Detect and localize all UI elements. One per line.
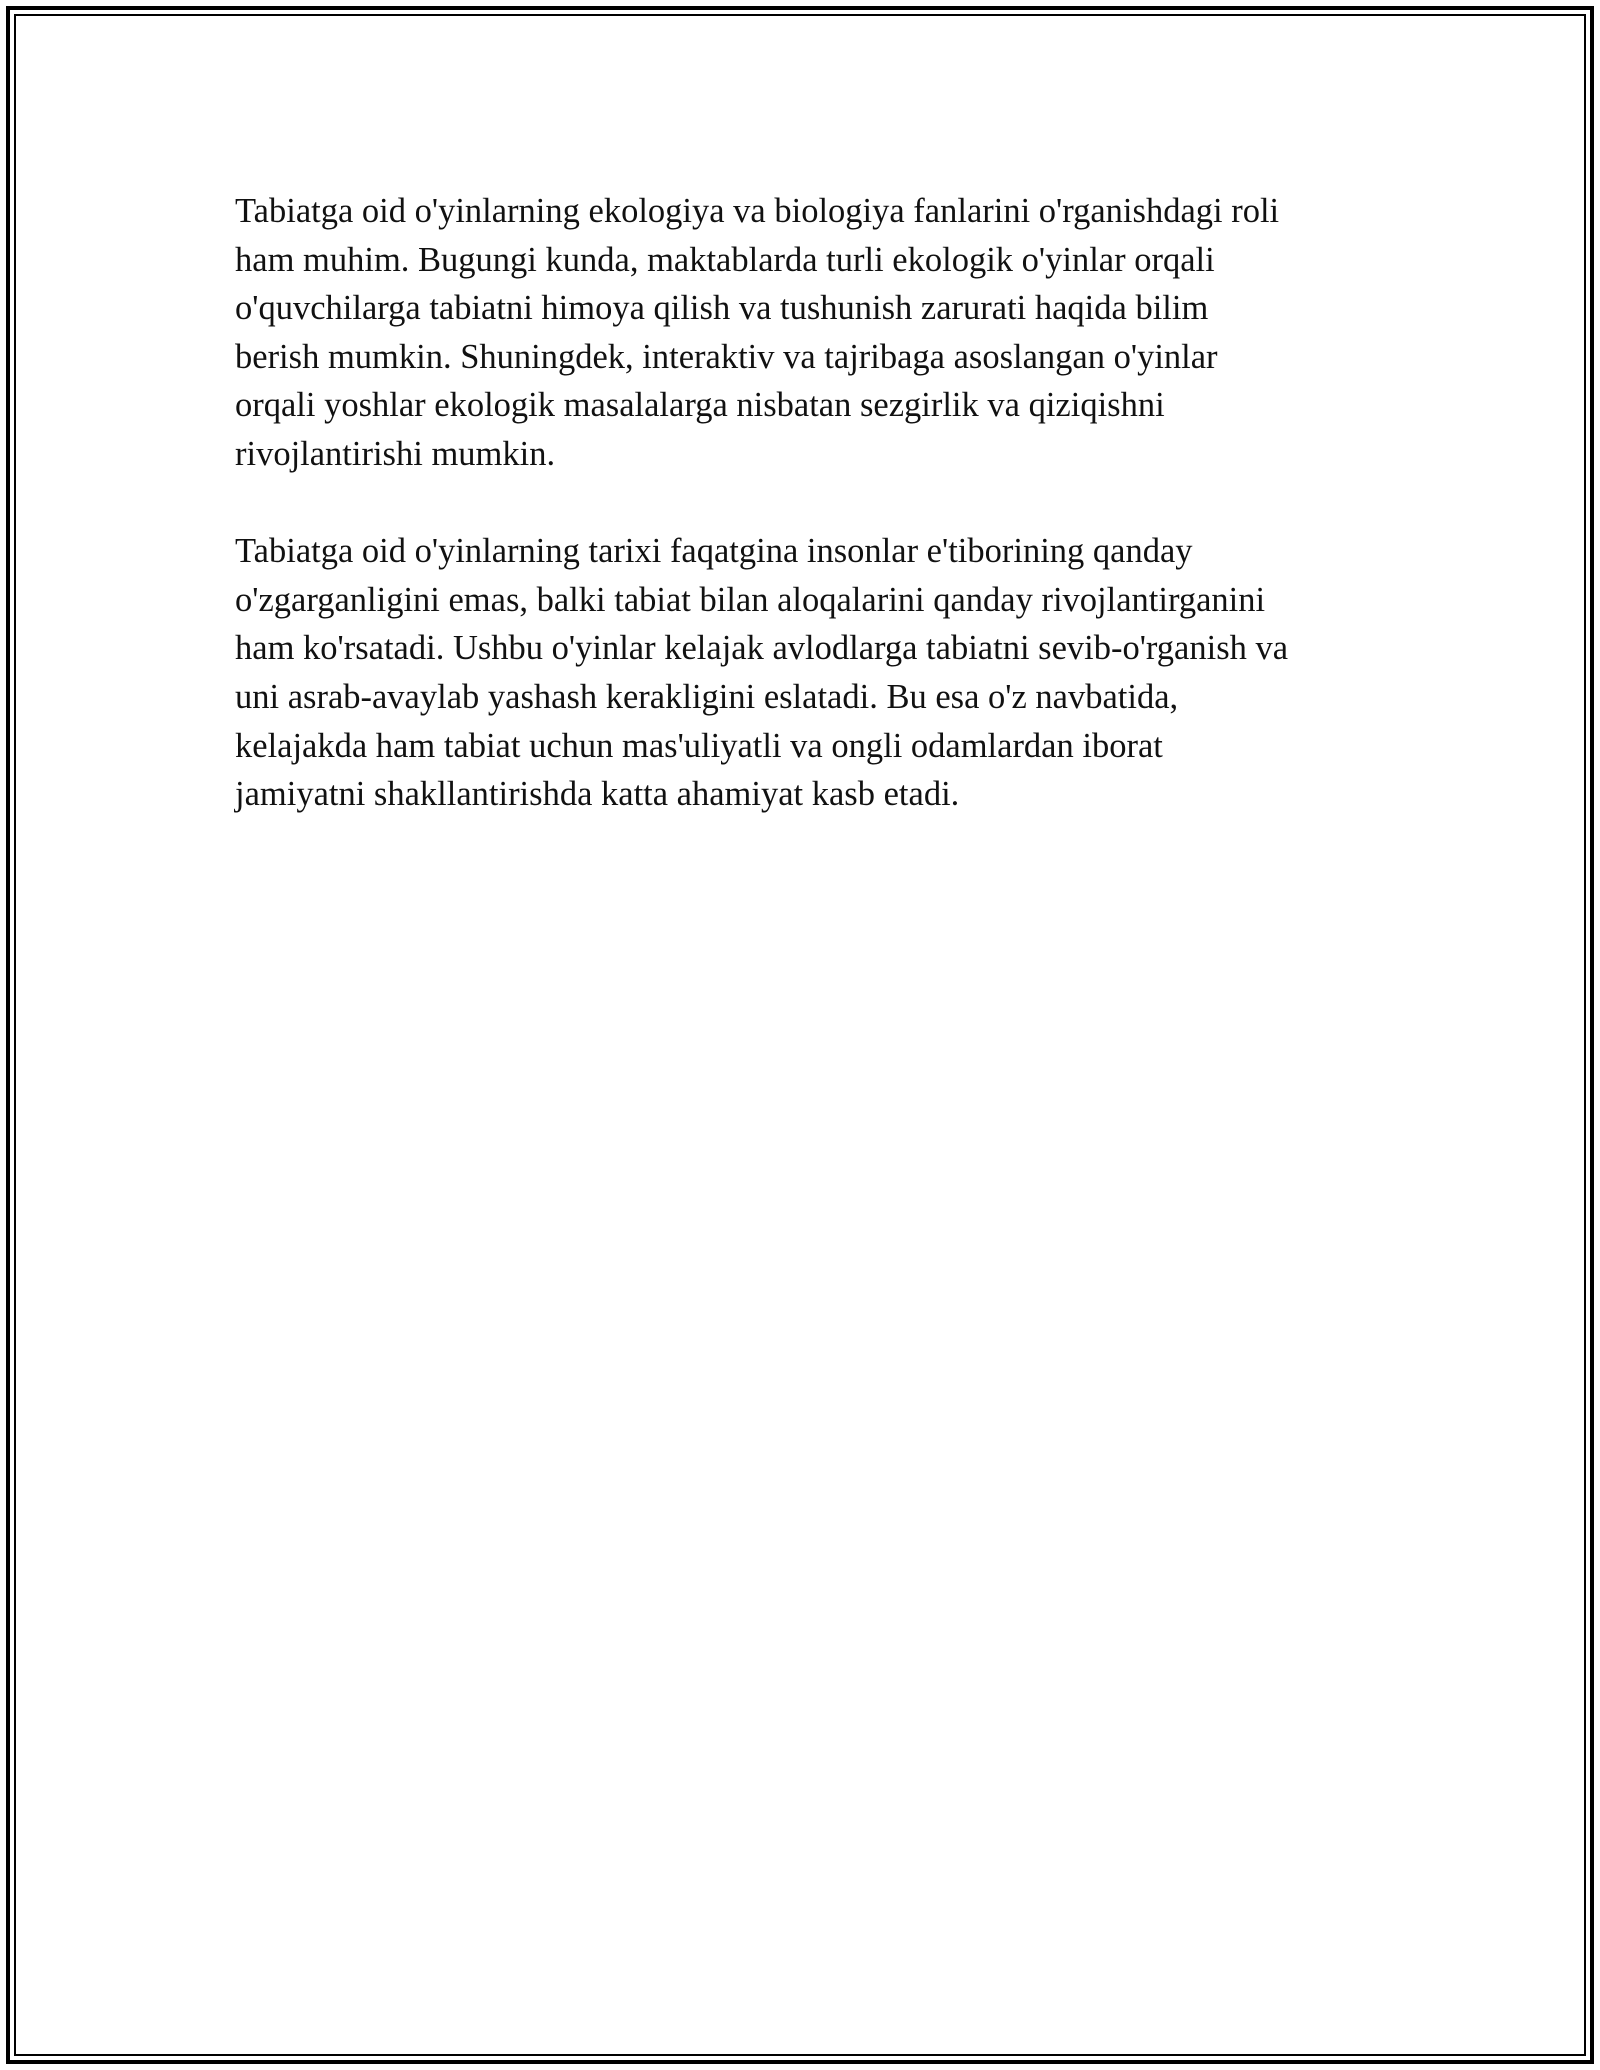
text-line: orqali yoshlar ekologik masalalarga nisbatan sezgirlik va qiziqishni <box>235 386 1165 425</box>
text-line: Tabiatga oid o'yinlarning tarixi faqatgina insonlar e'tiborining qanday <box>235 532 1193 571</box>
text-line: Tabiatga oid o'yinlarning ekologiya va biologiya fanlarini o'rganishdagi roli <box>235 192 1280 230</box>
document-body <box>235 187 1365 867</box>
text-line: o'zgarganligini emas, balki tabiat bilan aloqalarini qanday rivojlantirganini <box>235 580 1266 619</box>
text-line: kelajakda ham tabiat uchun mas'uliyatli va ongli odamlardan iborat <box>235 726 1163 765</box>
text-line: rivojlantirishi mumkin. <box>235 434 556 473</box>
text-line: berish mumkin. Shuningdek, interaktiv va tajribaga asoslangan o'yinlar <box>235 337 1218 376</box>
text-line: o'quvchilarga tabiatni himoya qilish va tushunish zarurati haqida bilim <box>235 289 1209 328</box>
text-line: ham ko'rsatadi. Ushbu o'yinlar kelajak avlodlarga tabiatni sevib-o'rganish va <box>235 629 1289 668</box>
text-line: uni asrab-avaylab yashash kerakligini eslatadi. Bu esa o'z navbatida, <box>235 677 1179 716</box>
paragraph-1 <box>235 187 1365 479</box>
paragraph-2 <box>235 527 1365 819</box>
text-line: ham muhim. Bugungi kunda, maktablarda turli ekologik o'yinlar orqali <box>235 240 1215 279</box>
text-line: jamiyatni shakllantirishda katta ahamiyat kasb etadi. <box>235 775 960 814</box>
